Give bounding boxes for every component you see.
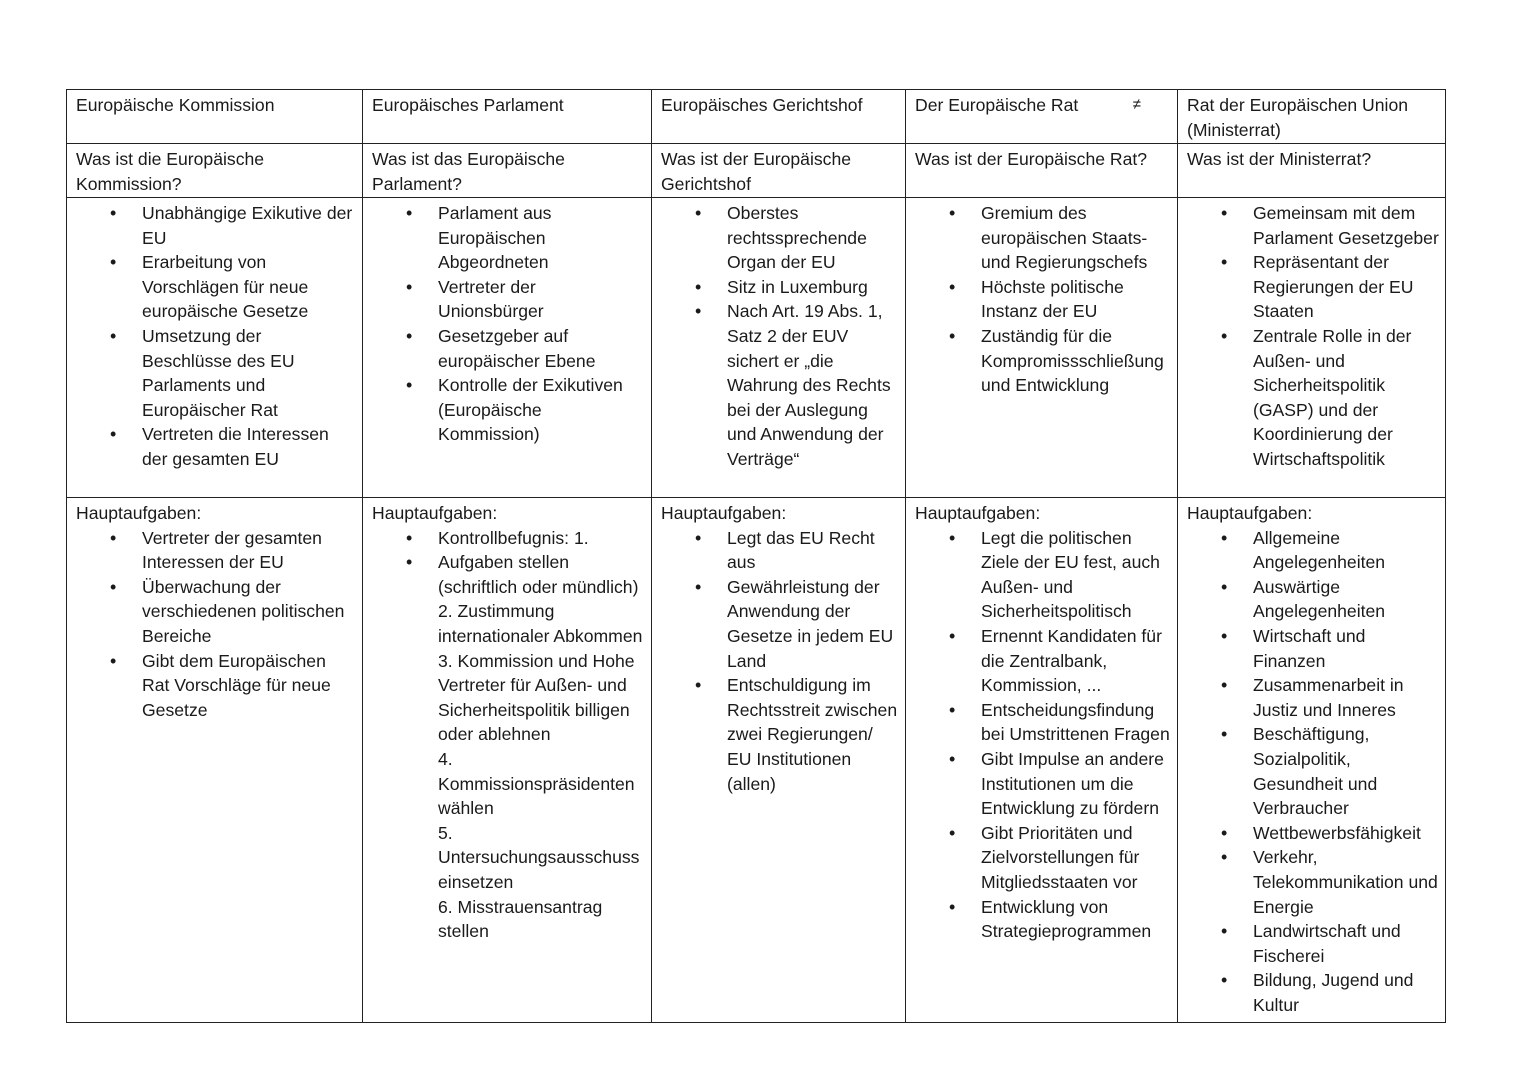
facts-list xyxy=(372,201,645,447)
list-item: • Wettbewerbsfähigkeit xyxy=(1187,821,1439,846)
facts-list xyxy=(915,201,1171,398)
tasks-cell xyxy=(1178,498,1446,1023)
list-item: • Oberstes rechtssprechende Organ der EU xyxy=(661,201,899,275)
column-question: Was ist der Europäische Rat? xyxy=(915,149,1148,169)
list-item: • Legt die politischen Ziele der EU fest, auch Außen- und Sicherheitspolitisch xyxy=(915,526,1171,624)
column-title: Rat der Europäischen Union (Ministerrat) xyxy=(1187,95,1409,140)
question-cell xyxy=(363,144,652,198)
facts-list xyxy=(661,201,899,472)
list-item: • Gibt Prioritäten und Zielvorstellungen für Mitgliedsstaaten vor xyxy=(915,821,1171,895)
column-question: Was ist das Europäische Parlament? xyxy=(372,149,565,194)
list-item: • Bildung, Jugend und Kultur xyxy=(1187,968,1439,1017)
list-item: • Ernennt Kandidaten für die Zentralbank, Kommission, ... xyxy=(915,624,1171,698)
column-question: Was ist der Europäische Gerichtshof xyxy=(661,149,852,194)
title-row xyxy=(67,90,1446,144)
tasks-heading: Hauptaufgaben: xyxy=(915,503,1041,523)
list-item: • Landwirtschaft und Fischerei xyxy=(1187,919,1439,968)
facts-cell xyxy=(67,198,363,498)
list-item: • Entschuldigung im Rechtsstreit zwischen zwei Regierungen/ EU Institutionen (allen) xyxy=(661,673,899,796)
list-item: • Entwicklung von Strategieprogrammen xyxy=(915,895,1171,944)
tasks-heading: Hauptaufgaben: xyxy=(1187,503,1313,523)
list-item: • Höchste politische Instanz der EU xyxy=(915,275,1171,324)
list-item: • Beschäftigung, Sozialpolitik, Gesundheit und Verbraucher xyxy=(1187,722,1439,820)
list-item: • Verkehr, Telekommunikation und Energie xyxy=(1187,845,1439,919)
eu-institutions-table xyxy=(66,89,1446,1023)
question-cell xyxy=(906,144,1178,198)
list-item: • Aufgaben stellen (schriftlich oder mündlich) xyxy=(372,550,645,599)
list-item: • Gremium des europäischen Staats- und Regierungschefs xyxy=(915,201,1171,275)
numbered-line: 4. Kommissionspräsidenten wählen xyxy=(438,748,635,819)
list-item: • Gewährleistung der Anwendung der Gesetze in jedem EU Land xyxy=(661,575,899,673)
list-item: • Allgemeine Angelegenheiten xyxy=(1187,526,1439,575)
list-item: • Überwachung der verschiedenen politischen Bereiche xyxy=(76,575,356,649)
question-cell xyxy=(67,144,363,198)
list-item: • Gibt Impulse an andere Institutionen um die Entwicklung zu fördern xyxy=(915,747,1171,821)
list-item: • Nach Art. 19 Abs. 1, Satz 2 der EUV sichert er „die Wahrung des Rechts bei der Auslegung und Anwendung der Verträge“ xyxy=(661,299,899,471)
column-question: Was ist die Europäische Kommission? xyxy=(76,149,265,194)
tasks-cell xyxy=(652,498,906,1023)
numbered-line: 6. Misstrauensantrag stellen xyxy=(438,896,603,942)
question-row xyxy=(67,144,1446,198)
list-item: • Vertreten die Interessen der gesamten EU xyxy=(76,422,356,471)
list-item: • Auswärtige Angelegenheiten xyxy=(1187,575,1439,624)
facts-cell xyxy=(906,198,1178,498)
facts-list xyxy=(76,201,356,472)
facts-list xyxy=(1187,201,1439,472)
tasks-list xyxy=(1187,526,1439,1018)
tasks-list xyxy=(372,526,645,600)
facts-row xyxy=(67,198,1446,498)
tasks-row xyxy=(67,498,1446,1023)
list-item: • Entscheidungsfindung bei Umstrittenen Fragen xyxy=(915,698,1171,747)
title-cell-european-council xyxy=(906,90,1178,144)
numbered-line: 2. Zustimmung internationaler Abkommen xyxy=(438,601,643,646)
column-question: Was ist der Ministerrat? xyxy=(1187,149,1372,169)
facts-cell xyxy=(1178,198,1446,498)
title-cell-parliament xyxy=(363,90,652,144)
list-item: • Vertreter der gesamten Interessen der EU xyxy=(76,526,356,575)
list-item: • Unabhängige Exikutive der EU xyxy=(76,201,356,250)
list-item: • Gesetzgeber auf europäischer Ebene xyxy=(372,324,645,373)
not-equal-symbol: ≠ xyxy=(1132,96,1141,113)
list-item: • Zusammenarbeit in Justiz und Inneres xyxy=(1187,673,1439,722)
tasks-heading: Hauptaufgaben: xyxy=(661,503,787,523)
question-cell xyxy=(1178,144,1446,198)
list-item: • Erarbeitung von Vorschlägen für neue europäische Gesetze xyxy=(76,250,356,324)
list-item: • Legt das EU Recht aus xyxy=(661,526,899,575)
tasks-heading: Hauptaufgaben: xyxy=(372,503,498,523)
list-item: • Wirtschaft und Finanzen xyxy=(1187,624,1439,673)
list-item: • Zuständig für die Kompromissschließung und Entwicklung xyxy=(915,324,1171,398)
tasks-list xyxy=(661,526,899,797)
tasks-cell xyxy=(67,498,363,1023)
list-item: • Kontrollbefugnis: 1. xyxy=(372,526,645,551)
numbered-line: 5. Untersuchungsausschuss einsetzen xyxy=(438,822,640,892)
column-title: Europäisches Gerichtshof xyxy=(661,95,863,115)
title-cell-council-of-eu xyxy=(1178,90,1446,144)
list-item: • Gibt dem Europäischen Rat Vorschläge für neue Gesetze xyxy=(76,649,356,723)
tasks-list xyxy=(915,526,1171,944)
tasks-cell xyxy=(906,498,1178,1023)
list-item: • Kontrolle der Exikutiven (Europäische Kommission) xyxy=(372,373,645,447)
facts-cell xyxy=(363,198,652,498)
tasks-list xyxy=(76,526,356,723)
list-item: • Gemeinsam mit dem Parlament Gesetzgeber xyxy=(1187,201,1439,250)
numbered-line: 3. Kommission und Hohe Vertreter für Außen- und Sicherheitspolitik billigen oder ablehnen xyxy=(438,650,635,745)
list-item: • Zentrale Rolle in der Außen- und Sicherheitspolitik (GASP) und der Koordinierung der Wirtschaftspolitik xyxy=(1187,324,1439,472)
list-item: • Umsetzung der Beschlüsse des EU Parlaments und Europäischer Rat xyxy=(76,324,356,422)
question-cell xyxy=(652,144,906,198)
facts-cell xyxy=(652,198,906,498)
column-title: Der Europäische Rat xyxy=(915,95,1079,115)
tasks-cell xyxy=(363,498,652,1023)
list-item: • Repräsentant der Regierungen der EU Staaten xyxy=(1187,250,1439,324)
list-item: • Vertreter der Unionsbürger xyxy=(372,275,645,324)
column-title: Europäische Kommission xyxy=(76,95,275,115)
title-cell-court xyxy=(652,90,906,144)
title-cell-commission xyxy=(67,90,363,144)
tasks-heading: Hauptaufgaben: xyxy=(76,503,202,523)
list-item: • Parlament aus Europäischen Abgeordneten xyxy=(372,201,645,275)
column-title: Europäisches Parlament xyxy=(372,95,564,115)
list-item: • Sitz in Luxemburg xyxy=(661,275,899,300)
